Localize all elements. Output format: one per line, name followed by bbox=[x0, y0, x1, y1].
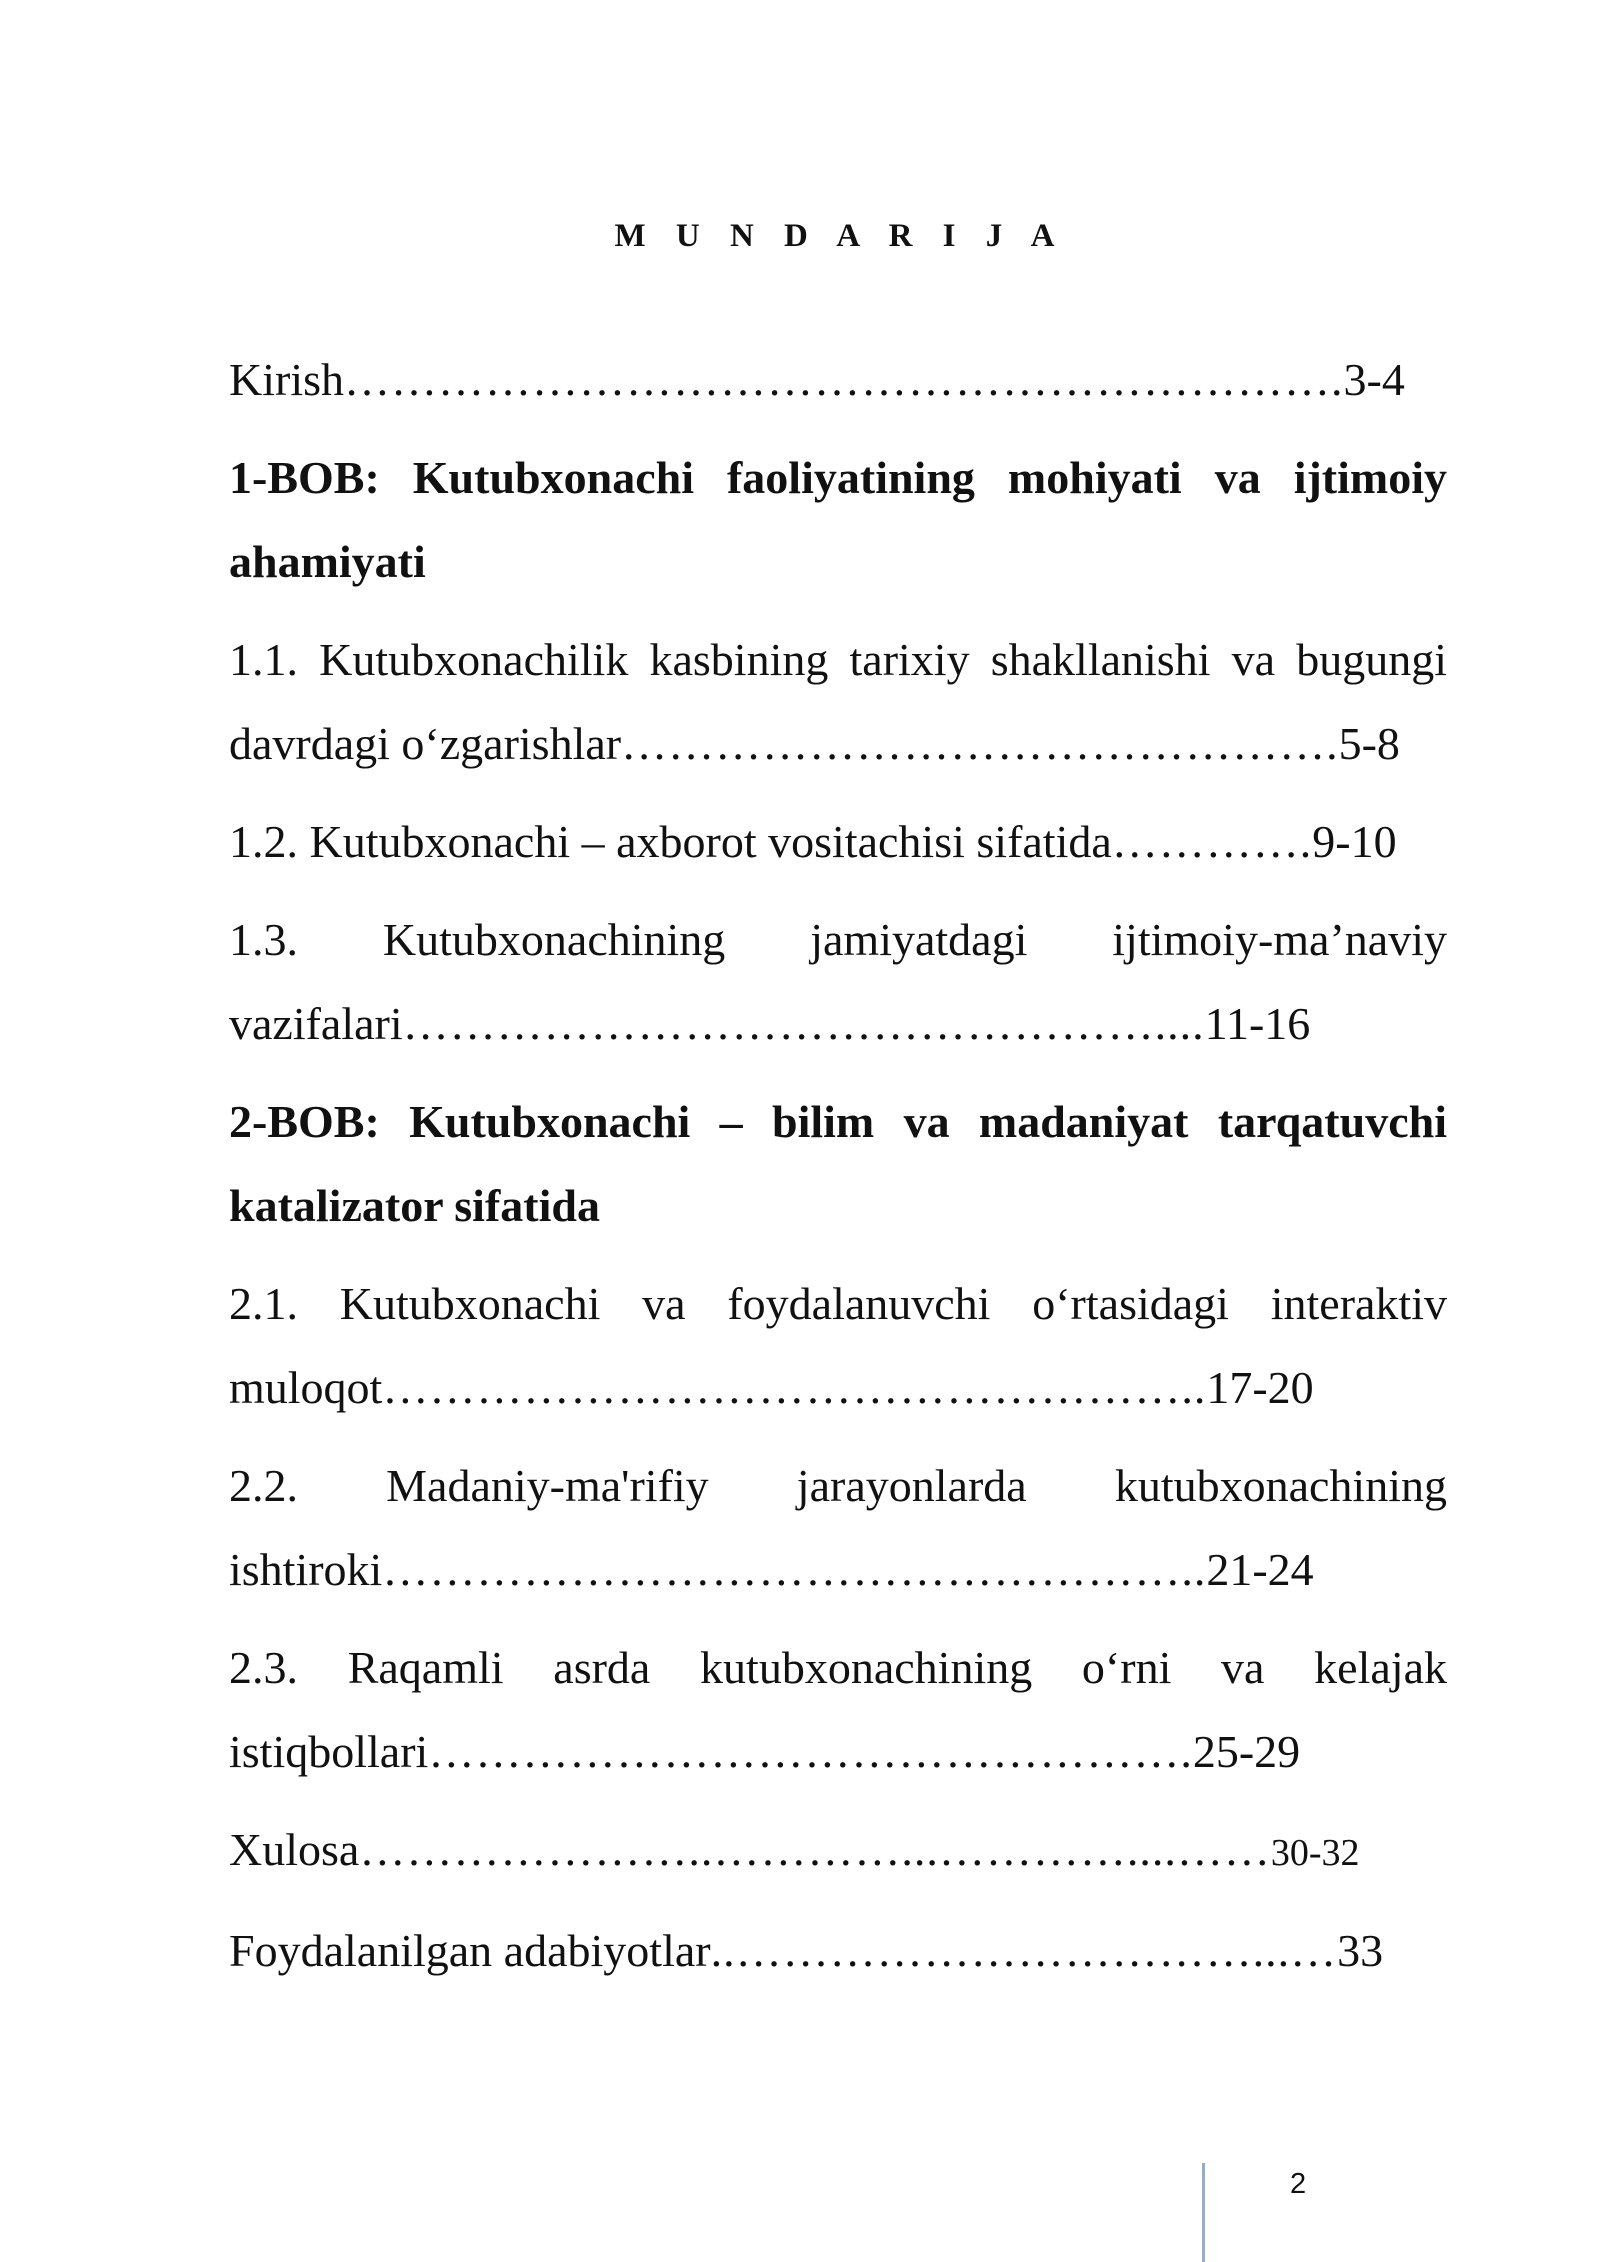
toc-entry-pages: 9-10 bbox=[1312, 816, 1397, 867]
toc-entry-text: 1.2. Kutubxonachi – axborot vositachisi sifatida bbox=[229, 816, 1112, 867]
toc-chapter-text: 1-BOB: Kutubxonachi faoliyatining mohiyati va ijtimoiy ahamiyati bbox=[229, 452, 1447, 587]
toc-entry-pages: 17-20 bbox=[1206, 1362, 1314, 1413]
toc-entry-text: 2.3. Raqamli asrda kutubxonachining o‘rni va kelajak istiqbollari bbox=[229, 1642, 1447, 1777]
page-title: M U N D A R I J A bbox=[614, 218, 1066, 254]
toc-entry-text: 2.2. Madaniy-ma'rifiy jarayonlarda kutubxonachining ishtiroki bbox=[229, 1460, 1447, 1595]
toc-entry-pages: 3-4 bbox=[1343, 354, 1405, 405]
toc-entry-1-3[interactable] bbox=[229, 898, 1447, 1066]
toc-entry-2-3[interactable] bbox=[229, 1626, 1447, 1794]
toc-entry-text: 2.1. Kutubxonachi va foydalanuvchi o‘rtasidagi interaktiv muloqot bbox=[229, 1278, 1447, 1413]
page-number: 2 bbox=[1290, 2168, 1307, 2200]
toc-entry-pages: 11-16 bbox=[1204, 998, 1311, 1049]
toc-entry-adabiyotlar[interactable] bbox=[229, 1909, 1447, 1993]
toc-entry-leader: …………………………………………….. bbox=[382, 1544, 1207, 1595]
toc-entry-text: 1.1. Kutubxonachilik kasbining tarixiy shakllanishi va bugungi davrdagi o‘zgarishlar bbox=[229, 634, 1447, 769]
toc-entry-pages: 25-29 bbox=[1192, 1726, 1301, 1777]
toc-entry-leader: …………. bbox=[1111, 816, 1313, 867]
toc-entry-pages: 33 bbox=[1337, 1925, 1384, 1976]
toc-entry-xulosa[interactable] bbox=[229, 1808, 1447, 1895]
toc-entry-leader: …………………………………………. bbox=[428, 1726, 1193, 1777]
toc-entry-text: Kirish bbox=[229, 354, 344, 405]
toc-entry-2-1[interactable] bbox=[229, 1262, 1447, 1430]
toc-chapter-text: 2-BOB: Kutubxonachi – bilim va madaniyat tarqatuvchi katalizator sifatida bbox=[229, 1096, 1447, 1231]
toc-entry-pages: 30-32 bbox=[1270, 1832, 1360, 1874]
toc-entry-kirish[interactable] bbox=[229, 338, 1447, 422]
toc-entry-pages: 21-24 bbox=[1206, 1544, 1314, 1595]
toc-entry-2-2[interactable] bbox=[229, 1444, 1447, 1612]
toc-entry-leader: ………………………………………………………. bbox=[344, 354, 1344, 405]
toc-chapter-2[interactable] bbox=[229, 1080, 1447, 1248]
toc-entry-1-1[interactable] bbox=[229, 618, 1447, 786]
toc-entry-leader: …………………………………………….. bbox=[382, 1362, 1207, 1413]
toc-entry-text: 1.3. Kutubxonachining jamiyatdagi ijtimoiy-ma’naviy vazifalari bbox=[229, 914, 1447, 1049]
toc-entry-leader: ………………………………………. bbox=[621, 718, 1339, 769]
toc-entry-1-2[interactable] bbox=[229, 800, 1447, 884]
toc-entry-text: Xulosa bbox=[229, 1824, 360, 1875]
toc-entry-pages: 5-8 bbox=[1338, 718, 1400, 769]
toc-entry-leader: ..……………………………...… bbox=[710, 1925, 1338, 1976]
table-of-contents bbox=[229, 338, 1447, 2007]
toc-entry-leader: …………………..…………...…………....…… bbox=[359, 1824, 1271, 1875]
page-number-divider bbox=[1202, 2163, 1205, 2262]
toc-chapter-1[interactable] bbox=[229, 436, 1447, 604]
toc-entry-text: Foydalanilgan adabiyotlar bbox=[229, 1925, 711, 1976]
toc-entry-leader: ………………………………………….... bbox=[402, 998, 1205, 1049]
